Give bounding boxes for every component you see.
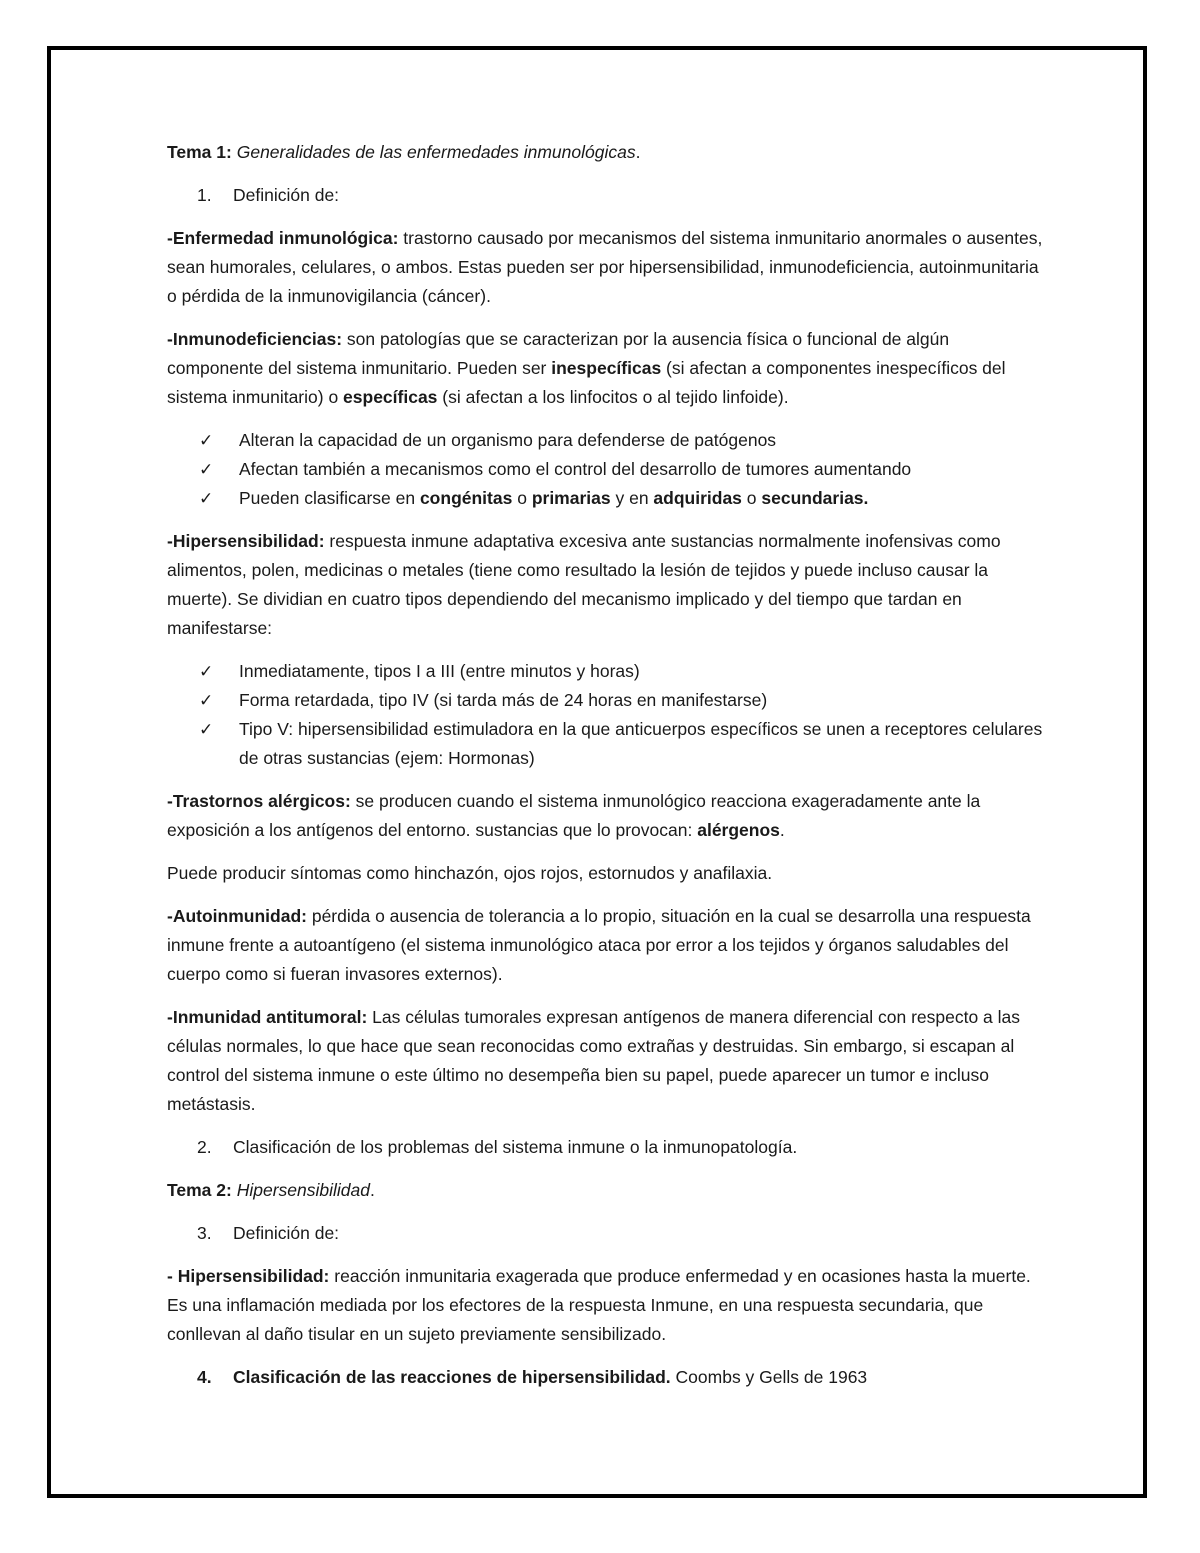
paragraph-sintomas: Puede producir síntomas como hinchazón, ojos rojos, estornudos y anafilaxia. <box>167 863 773 883</box>
item3-text: Definición de: <box>233 1223 340 1243</box>
check1c-bold1: congénitas <box>419 488 513 508</box>
text-enfermedad: trastorno causado por mecanismos del sistema inmunitario anormales o ausentes, sean humorales, celulares, o ambos. Estas pueden ser por hipersensibilidad, inmunodeficiencia, autoinmunitaria o pérdida de la inmunovigilancia (cáncer). <box>167 228 1043 306</box>
item3-number: 3. <box>197 1223 212 1243</box>
tema2-title: Hipersensibilidad <box>236 1180 370 1200</box>
term-hipersensibilidad: -Hipersensibilidad: <box>167 531 325 551</box>
alergicos-end: . <box>779 820 785 840</box>
text-antitumoral: Las células tumorales expresan antígenos de manera diferencial con respecto a las células normales, lo que hace que sean reconocidas como extrañas y destruidas. Sin embargo, si escapan al control del sistema inmune o este último no desempeña bien su papel, puede aparecer un tumor e incluso metástasis. <box>167 1007 1021 1114</box>
term-autoinmunidad: -Autoinmunidad: <box>167 906 307 926</box>
term-inmunodeficiencias: -Inmunodeficiencias: <box>167 329 343 349</box>
list-item <box>167 686 1047 715</box>
text-hipersensibilidad: respuesta inmune adaptativa excesiva ante sustancias normalmente inofensivas como alimentos, polen, medicinas o metales (tiene como resultado la lesión de tejidos y puede incluso causar la muerte). Se dividian en cuatro tipos dependiendo del mecanismo implicado y del tiempo que tardan en manifestarse: <box>167 531 1001 638</box>
list-item <box>167 426 1047 455</box>
list-item <box>167 715 1047 773</box>
term-antitumoral: -Inmunidad antitumoral: <box>167 1007 368 1027</box>
inmunodef-bold2: específicas <box>343 387 438 407</box>
checkmark-icon: ✓ <box>199 431 214 450</box>
tema1-label: Tema 1: <box>167 142 232 162</box>
item4-bold: Clasificación de las reacciones de hipersensibilidad. <box>233 1367 671 1387</box>
checkmark-icon: ✓ <box>199 489 214 508</box>
list-item-text: Inmediatamente, tipos I a III (entre minutos y horas) <box>239 661 640 681</box>
inmunodef-text1: son patologías que se caracterizan por la ausencia física o funcional de algún componente del sistema inmunitario. Pueden ser <box>167 329 950 378</box>
document-body <box>167 138 1047 1406</box>
list-item <box>167 484 1047 513</box>
tema1-heading <box>167 138 1047 167</box>
inmunodef-text3: (si afectan a los linfocitos o al tejido linfoide). <box>437 387 789 407</box>
check1c-text1: Pueden clasificarse en <box>239 488 420 508</box>
tema1-title: Generalidades de las enfermedades inmunológicas <box>236 142 636 162</box>
item4-text: Coombs y Gells de 1963 <box>670 1367 868 1387</box>
item1-number: 1. <box>197 185 212 205</box>
paragraph-hipersensibilidad-1 <box>167 527 1047 643</box>
paragraph-autoinmunidad <box>167 902 1047 989</box>
checklist-inmunodeficiencias <box>167 426 1047 513</box>
item2-number: 2. <box>197 1137 212 1157</box>
checklist-hipersensibilidad <box>167 657 1047 773</box>
inmunodef-bold1: inespecíficas <box>551 358 662 378</box>
text-autoinmunidad: pérdida o ausencia de tolerancia a lo propio, situación en la cual se desarrolla una respuesta inmune frente a autoantígeno (el sistema inmunológico ataca por error a los tejidos y órganos saludables del cuerpo como si fueran invasores externos). <box>167 906 1031 984</box>
paragraph-inmunidad-antitumoral <box>167 1003 1047 1119</box>
check1c-text2: o <box>512 488 532 508</box>
item4-content <box>233 1363 867 1392</box>
check1c-bold4: secundarias. <box>761 488 869 508</box>
check1c-text4: o <box>741 488 762 508</box>
paragraph-inmunodeficiencias <box>167 325 1047 412</box>
checkmark-icon: ✓ <box>199 720 214 739</box>
numbered-item-1 <box>167 181 1047 210</box>
list-item <box>167 657 1047 686</box>
term-enfermedad: -Enfermedad inmunológica: <box>167 228 399 248</box>
list-item-text: Afectan también a mecanismos como el control del desarrollo de tumores aumentando <box>239 459 912 479</box>
bold-alergenos: alérgenos <box>697 820 780 840</box>
check1c-text3: y en <box>610 488 654 508</box>
term-alergicos: -Trastornos alérgicos: <box>167 791 351 811</box>
list-item-text: Alteran la capacidad de un organismo para defenderse de patógenos <box>239 430 777 450</box>
tema2-end: . <box>370 1180 375 1200</box>
paragraph-enfermedad <box>167 224 1047 311</box>
list-item-text: Forma retardada, tipo IV (si tarda más de 24 horas en manifestarse) <box>239 690 768 710</box>
item2-text: Clasificación de los problemas del sistema inmune o la inmunopatología. <box>233 1137 798 1157</box>
tema2-heading <box>167 1176 1047 1205</box>
inmunodef-text2: (si afectan a componentes inespecíficos del sistema inmunitario) o <box>167 358 1006 407</box>
numbered-item-2 <box>167 1133 1047 1162</box>
item4-number: 4. <box>197 1367 212 1387</box>
list-item <box>167 455 1047 484</box>
checkmark-icon: ✓ <box>199 662 214 681</box>
checkmark-icon: ✓ <box>199 691 214 710</box>
item1-text: Definición de: <box>233 185 340 205</box>
paragraph-trastornos-alergicos <box>167 787 1047 845</box>
term-hipersensibilidad-2: - Hipersensibilidad: <box>167 1266 330 1286</box>
numbered-item-3 <box>167 1219 1047 1248</box>
check1c-bold2: primarias <box>531 488 611 508</box>
text-hipersensibilidad-2: reacción inmunitaria exagerada que produce enfermedad y en ocasiones hasta la muerte. Es una inflamación mediada por los efectores de la respuesta Inmune, en una respuesta secundaria, que conllevan al daño tisular en un sujeto previamente sensibilizado. <box>167 1266 1031 1344</box>
tema1-end: . <box>635 142 641 162</box>
check1c-bold3: adquiridas <box>653 488 742 508</box>
list-item-text <box>239 484 1047 513</box>
tema2-label: Tema 2: <box>167 1180 232 1200</box>
paragraph-hipersensibilidad-2 <box>167 1262 1047 1349</box>
checkmark-icon: ✓ <box>199 460 214 479</box>
text-alergicos: se producen cuando el sistema inmunológico reacciona exageradamente ante la exposición a los antígenos del entorno. sustancias que lo provocan: <box>167 791 981 840</box>
numbered-item-4 <box>167 1363 1047 1392</box>
list-item-text: Tipo V: hipersensibilidad estimuladora en la que anticuerpos específicos se unen a receptores celulares de otras sustancias (ejem: Hormonas) <box>239 719 1043 768</box>
